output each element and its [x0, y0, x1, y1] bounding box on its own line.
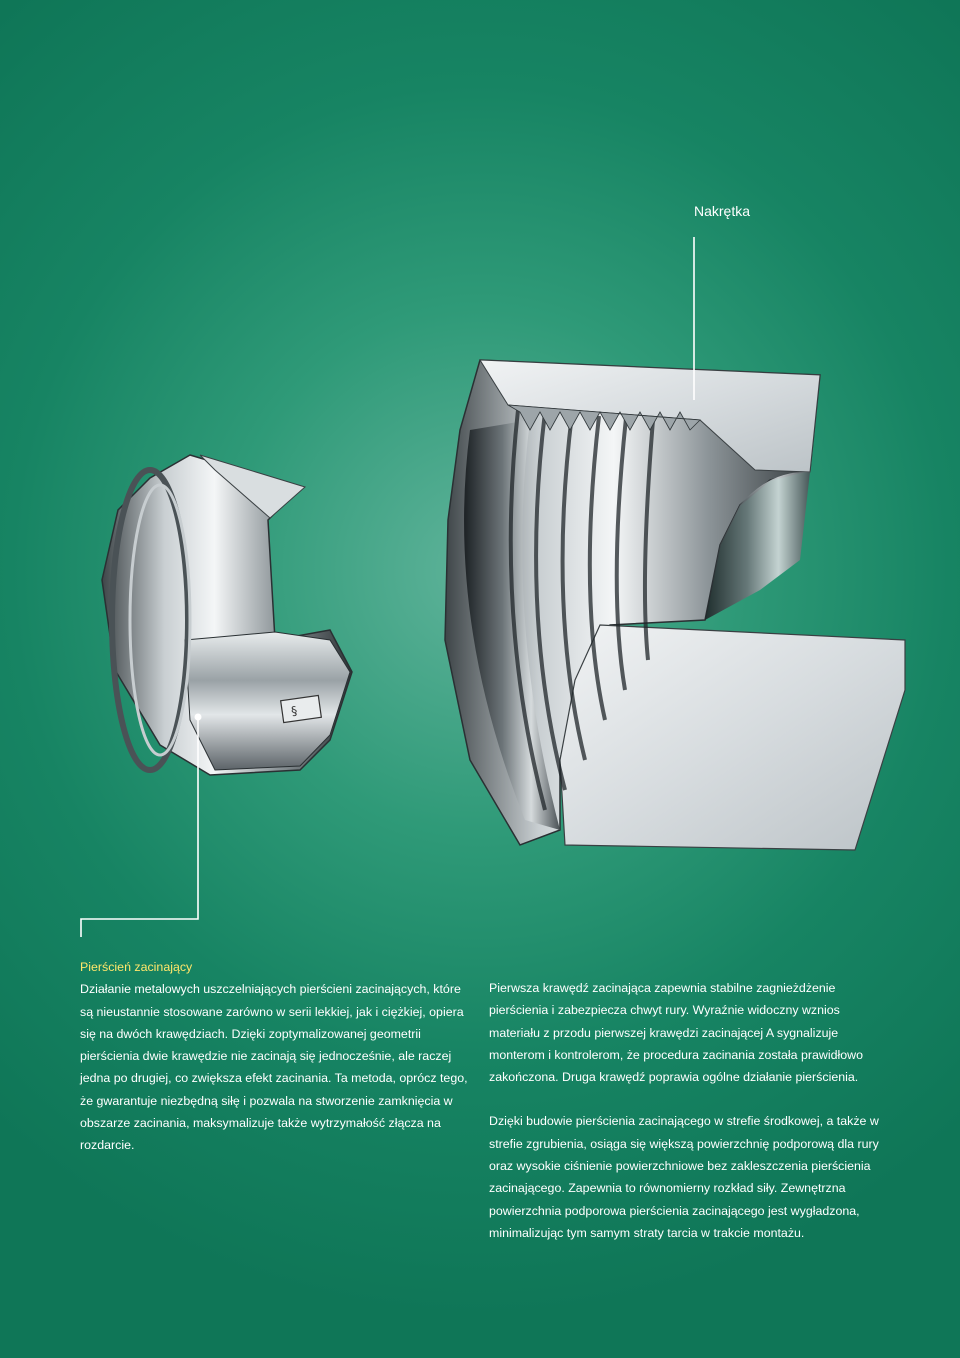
- right-text-column: [489, 977, 889, 1244]
- cutting-ring-illustration: [102, 455, 352, 775]
- svg-text:§: §: [290, 703, 299, 719]
- paragraph-spacer: [489, 1088, 889, 1110]
- left-text-column: [80, 956, 475, 1157]
- ring-structure-paragraph: Dzięki budowie pierścienia zacinającego w strefie środkowej, a także w strefie zgrubienia, osiąga się większą powierzchnię podporową dla rury oraz wysokie ciśnienie powierzchniowe bez zakleszczenia pierścienia zacinającego. Zapewnia to równomierny rozkład siły. Zewnętrzna powierzchnia podporowa pierścienia zacinającego jest wygładzona, minimalizując tym samym straty tarcia w trakcie montażu.: [489, 1114, 879, 1240]
- cutting-ring-heading: Pierścień zacinający: [80, 960, 193, 974]
- ring-marker-dot: [195, 714, 202, 721]
- nut-label: Nakrętka: [694, 203, 751, 219]
- first-edge-paragraph: Pierwsza krawędź zacinająca zapewnia stabilne zagnieżdżenie pierścienia i zabezpiecza chwyt rury. Wyraźnie widoczny wznios materiału z przodu pierwszej krawędzi zacinającej A sygnalizuje monterom i kontrolerom, że procedura zacinania została prawidłowo zakończona. Druga krawędź poprawia ogólne działanie pierścienia.: [489, 981, 863, 1085]
- nut-illustration: [445, 360, 905, 850]
- cutting-ring-description: Działanie metalowych uszczelniających pierścieni zacinających, które są nieustannie stosowane zarówno w serii lekkiej, jak i ciężkiej, opiera się na dwóch krawędziach. Dzięki zoptymalizowanej geometrii pierścienia dwie krawędzie nie zacinają się jednocześnie, ale raczej jedna po drugiej, co zwiększa efekt zacinania. Ta metoda, oprócz tego, że gwarantuje niezbędną siłę i pozwala na stworzenie zamknięcia w obszarze zacinania, maksymalizuje także wytrzymałość złącza na rozdarcie.: [80, 982, 468, 1153]
